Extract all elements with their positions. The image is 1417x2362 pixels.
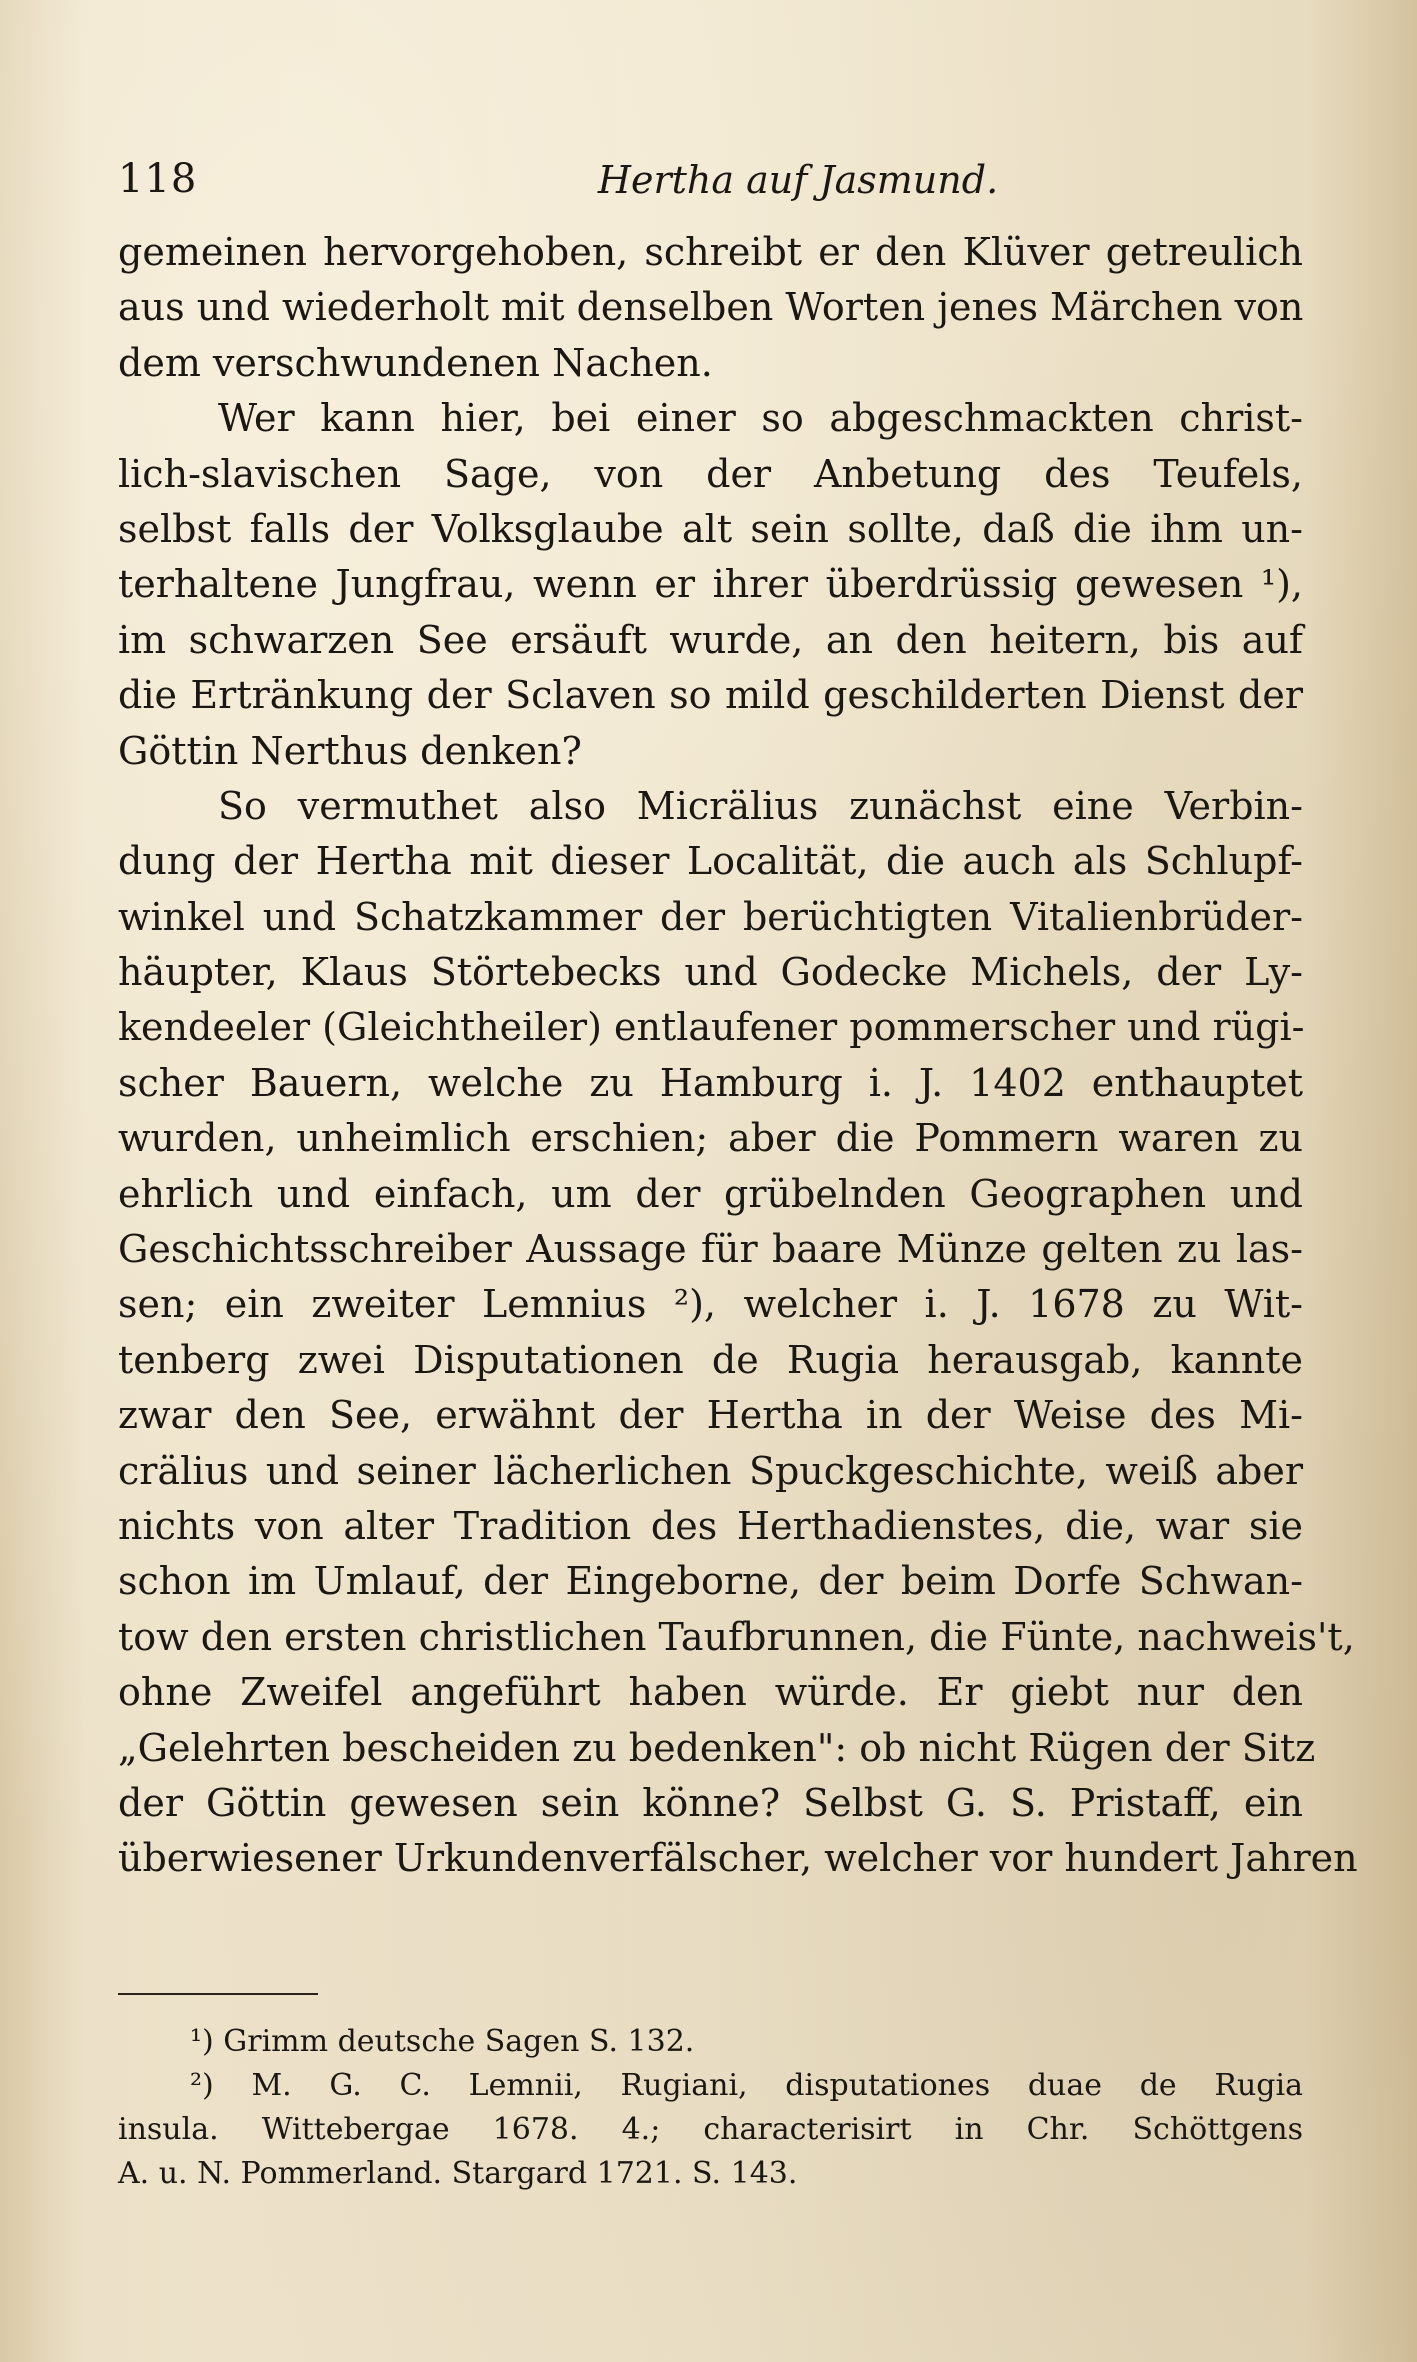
page-number: 118 — [118, 156, 198, 202]
footnote-line: insula. Wittebergae 1678. 4.; characterisirt in Chr. Schöttgens — [118, 2112, 1303, 2147]
text-line: Göttin Nerthus denken? — [118, 728, 582, 773]
text-line: scher Bauern, welche zu Hamburg i. J. 1402 enthauptet — [118, 1060, 1303, 1105]
text-line: aus und wiederholt mit denselben Worten jenes Märchen von — [118, 285, 1304, 330]
text-line: So vermuthet also Micrälius zunächst eine Verbin- — [218, 783, 1303, 828]
footnote-line: ¹) Grimm deutsche Sagen S. 132. — [190, 2024, 695, 2059]
text-line: dung der Hertha mit dieser Localität, die auch als Schlupf- — [118, 839, 1303, 884]
running-title: Hertha auf Jasmund. — [597, 158, 999, 202]
text-line: dem verschwundenen Nachen. — [118, 340, 713, 385]
text-line: im schwarzen See ersäuft wurde, an den heitern, bis auf — [118, 617, 1303, 662]
footnote-line: A. u. N. Pommerland. Stargard 1721. S. 143. — [118, 2156, 798, 2191]
text-line: wurden, unheimlich erschien; aber die Pommern waren zu — [118, 1116, 1303, 1161]
body-text — [118, 225, 1358, 1887]
running-head — [118, 150, 1298, 210]
text-line: Geschichtsschreiber Aussage für baare Münze gelten zu las- — [118, 1227, 1303, 1272]
text-line: lich-slavischen Sage, von der Anbetung des Teufels, — [118, 451, 1303, 496]
text-line: schon im Umlauf, der Eingeborne, der beim Dorfe Schwan- — [118, 1559, 1303, 1604]
text-line: terhaltene Jungfrau, wenn er ihrer überdrüssig gewesen ¹), — [118, 562, 1303, 607]
footnotes — [118, 2020, 1303, 2196]
text-line: ohne Zweifel angeführt haben würde. Er giebt nur den — [118, 1670, 1303, 1715]
text-line: zwar den See, erwähnt der Hertha in der Weise des Mi- — [118, 1393, 1303, 1438]
text-line: selbst falls der Volksglaube alt sein sollte, daß die ihm un- — [118, 506, 1303, 551]
footnote-divider — [118, 1993, 318, 1995]
text-line: gemeinen hervorgehoben, schreibt er den Klüver getreulich — [118, 230, 1303, 274]
text-line: crälius und seiner lächerlichen Spuckgeschichte, weiß aber — [118, 1448, 1303, 1493]
text-line: Wer kann hier, bei einer so abgeschmackten christ- — [218, 396, 1303, 441]
text-line: nichts von alter Tradition des Herthadienstes, die, war sie — [118, 1503, 1303, 1548]
text-line: der Göttin gewesen sein könne? Selbst G. S. Pristaff, ein — [118, 1780, 1303, 1825]
text-line: sen; ein zweiter Lemnius ²), welcher i. J. 1678 zu Wit- — [118, 1282, 1303, 1327]
text-line: winkel und Schatzkammer der berüchtigten Vitalienbrüder- — [118, 894, 1303, 939]
text-line: tow den ersten christlichen Taufbrunnen, die Fünte, nachweis't, — [118, 1614, 1355, 1659]
text-line: „Gelehrten bescheiden zu bedenken": ob nicht Rügen der Sitz — [118, 1725, 1316, 1770]
text-line: ehrlich und einfach, um der grübelnden Geographen und — [118, 1171, 1303, 1216]
text-line: überwiesener Urkundenverfälscher, welcher vor hundert Jahren — [118, 1836, 1358, 1881]
text-line: die Ertränkung der Sclaven so mild geschilderten Dienst der — [118, 673, 1303, 718]
text-line: tenberg zwei Disputationen de Rugia herausgab, kannte — [118, 1337, 1303, 1382]
text-line: häupter, Klaus Störtebecks und Godecke Michels, der Ly- — [118, 950, 1303, 995]
text-line: kendeeler (Gleichtheiler) entlaufener pommerscher und rügi- — [118, 1005, 1305, 1050]
footnote-line: ²) M. G. C. Lemnii, Rugiani, disputationes duae de Rugia — [190, 2068, 1303, 2103]
